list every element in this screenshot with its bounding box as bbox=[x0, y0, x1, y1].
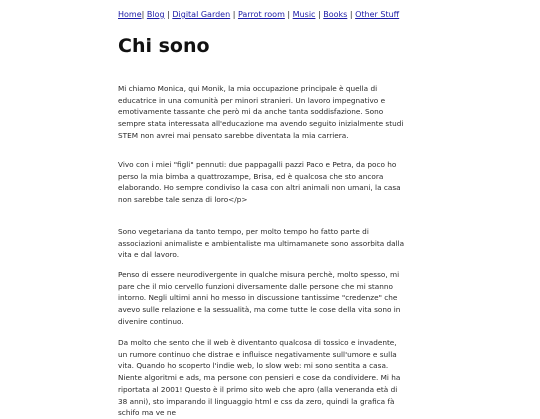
nav-home-link[interactable]: Home bbox=[118, 10, 142, 19]
neurodivergent-paragraph: Penso di essere neurodivergente in qualche misura perchè, molto spesso, mi pare che il mio cervello funzioni diversamente dalle persone che mi stanno intorno. Negli ultimi anni ho messo in discussione tantissime "credenze" che avevo sulle relazione e la sessualità, ma come tutte le cose della vita sono in divenire continuo. bbox=[118, 270, 401, 326]
nav-blog-link[interactable]: Blog bbox=[146, 10, 165, 19]
pets-paragraph: Vivo con i miei "figli" pennuti: due pappagalli pazzi Paco e Petra, da poco ho perso la mia bimba a quattrozampe, Brisa, ed è qualcosa che sto ancora elaborando. Ho sempre condiviso la casa con altri animali non umani, la casa non sarebbe tale senza di loro</p> bbox=[118, 160, 401, 205]
vegetarian-paragraph: Sono vegetariana da tanto tempo, per molto tempo ho fatto parte di associazioni animaliste e ambientaliste ma ultimamanete sono assorbita dalla vita e dal lavoro. bbox=[118, 227, 405, 260]
page-title: Chi sono bbox=[118, 35, 210, 57]
intro-paragraph: Mi chiamo Monica, qui Monik, la mia occupazione principale è quella di educatrice in una comunità per minori stranieri. Un lavoro impegnativo e emotivamente tassante che però mi da anche tanta soddisfazione. Sono sempre stata interessata all'educazione ma avendo seguito inizialmente studi STEM non avrei mai pensato sarebbe diventata la mia carriera. bbox=[118, 84, 404, 140]
nav-other-stuff-link[interactable]: Other Stuff bbox=[355, 10, 400, 19]
nav-parrot-room-link[interactable]: Parrot room bbox=[237, 10, 285, 19]
web-paragraph: Da molto che sento che il web è diventanto qualcosa di tossico e invadente, un rumore continuo che distrae e influisce negativamente sull'umore e sulla vita. Quando ho scoperto l'indie web, lo slow web: mi sono sentita a casa. Niente algoritmi e ads, ma persone con pensieri e cose da condividere. Mi ha riportata al 2001! Questo è il primo sito web che apro (alla veneranda età di 38 anni), sto imparando il linguaggio html e css da zero, quindi la grafica fà schifo ma ve ne bbox=[118, 338, 401, 418]
nav-separator: | bbox=[317, 10, 321, 19]
nav-separator: | bbox=[287, 10, 291, 19]
nav-separator: | bbox=[141, 10, 145, 19]
nav-separator: | bbox=[232, 10, 236, 19]
nav-separator: | bbox=[167, 10, 170, 19]
top-nav bbox=[118, 10, 418, 20]
nav-music-link[interactable]: Music bbox=[292, 10, 316, 19]
nav-separator: | bbox=[349, 10, 353, 19]
nav-books-link[interactable]: Books bbox=[323, 10, 348, 19]
nav-digital-garden-link[interactable]: Digital Garden bbox=[172, 10, 231, 19]
